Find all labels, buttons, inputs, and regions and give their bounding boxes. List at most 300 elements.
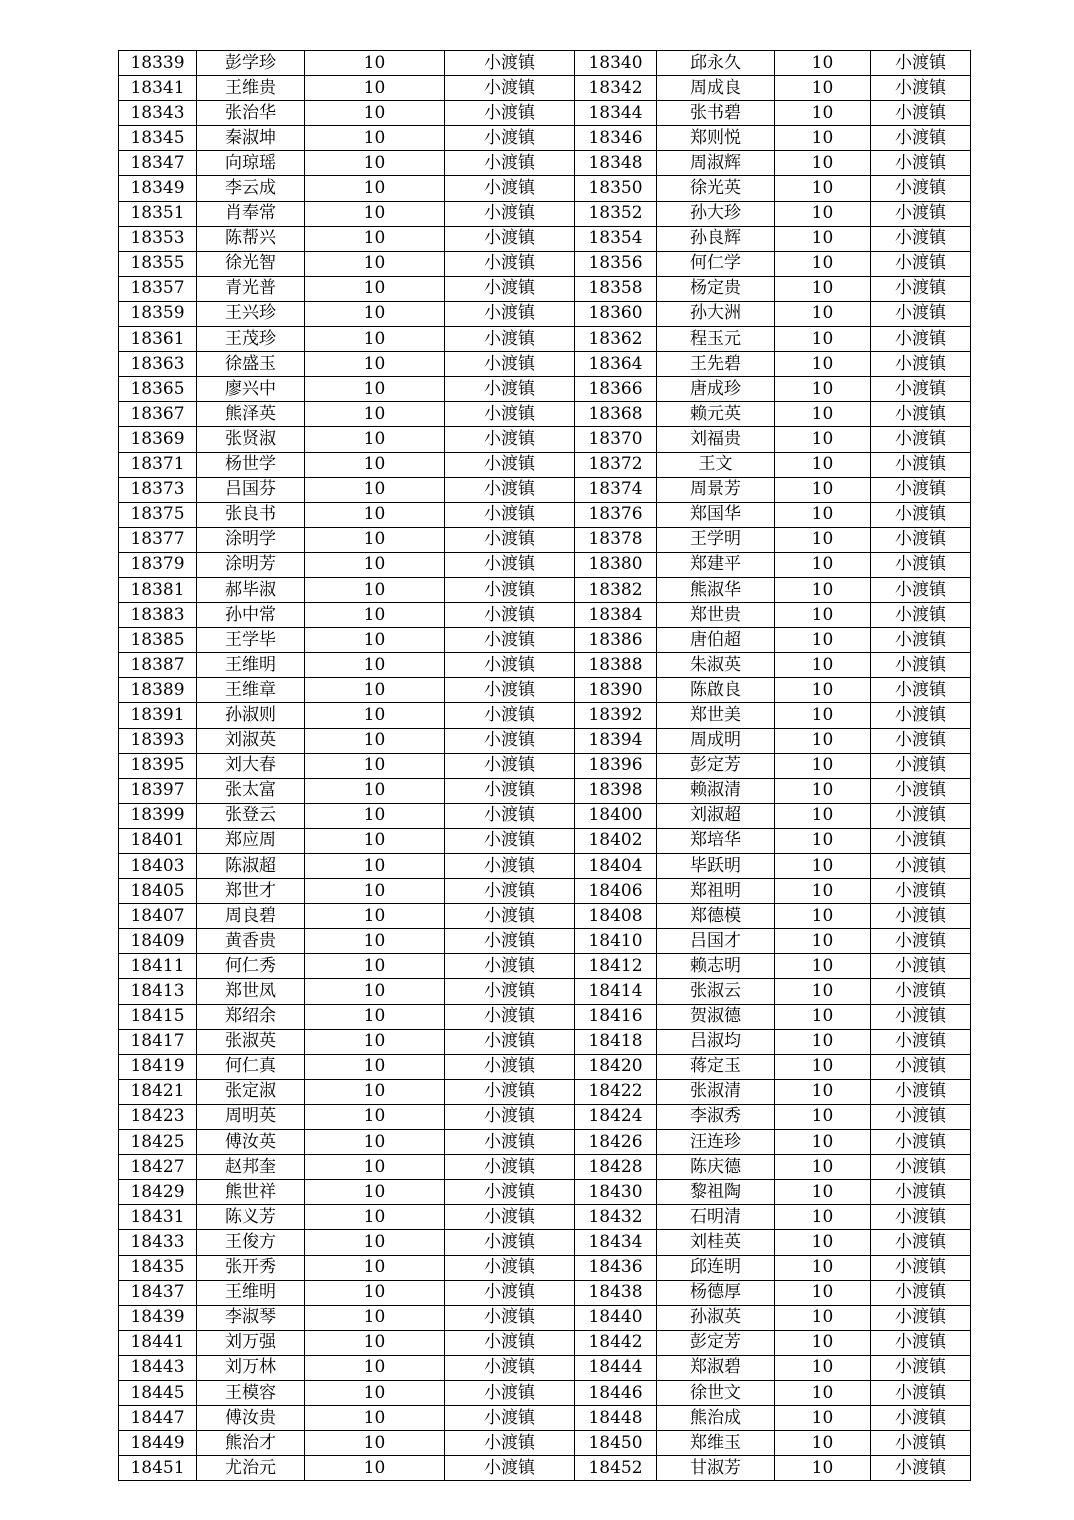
amount-cell: 10 — [305, 427, 445, 452]
town-cell: 小渡镇 — [871, 828, 971, 853]
record-number-cell: 18351 — [119, 201, 197, 226]
person-name-cell: 赖元英 — [657, 402, 775, 427]
amount-cell: 10 — [775, 803, 871, 828]
person-name-cell: 黎祖陶 — [657, 1180, 775, 1205]
town-cell: 小渡镇 — [445, 1431, 575, 1456]
person-name-cell: 彭学珍 — [197, 51, 305, 76]
amount-cell: 10 — [305, 603, 445, 628]
town-cell: 小渡镇 — [445, 1456, 575, 1481]
record-number-cell: 18418 — [575, 1029, 657, 1054]
record-number-cell: 18406 — [575, 879, 657, 904]
person-name-cell: 蒋定玉 — [657, 1054, 775, 1079]
record-number-cell: 18379 — [119, 552, 197, 577]
town-cell: 小渡镇 — [871, 1205, 971, 1230]
table-row — [119, 1456, 971, 1481]
person-name-cell: 肖奉常 — [197, 201, 305, 226]
person-name-cell: 陈啟良 — [657, 678, 775, 703]
record-number-cell: 18349 — [119, 176, 197, 201]
town-cell: 小渡镇 — [445, 527, 575, 552]
table-row — [119, 1155, 971, 1180]
town-cell: 小渡镇 — [445, 1355, 575, 1380]
town-cell: 小渡镇 — [871, 653, 971, 678]
amount-cell: 10 — [775, 76, 871, 101]
table-row — [119, 1230, 971, 1255]
table-row — [119, 1029, 971, 1054]
amount-cell: 10 — [305, 1230, 445, 1255]
amount-cell: 10 — [305, 1380, 445, 1405]
amount-cell: 10 — [775, 1130, 871, 1155]
table-row — [119, 1130, 971, 1155]
amount-cell: 10 — [305, 502, 445, 527]
town-cell: 小渡镇 — [871, 1130, 971, 1155]
amount-cell: 10 — [775, 352, 871, 377]
person-name-cell: 张贤淑 — [197, 427, 305, 452]
person-name-cell: 张淑清 — [657, 1079, 775, 1104]
record-number-cell: 18425 — [119, 1130, 197, 1155]
person-name-cell: 毕跃明 — [657, 854, 775, 879]
town-cell: 小渡镇 — [445, 803, 575, 828]
amount-cell: 10 — [305, 1029, 445, 1054]
record-number-cell: 18429 — [119, 1180, 197, 1205]
person-name-cell: 徐世文 — [657, 1380, 775, 1405]
amount-cell: 10 — [775, 653, 871, 678]
table-row — [119, 377, 971, 402]
town-cell: 小渡镇 — [445, 1104, 575, 1129]
record-number-cell: 18371 — [119, 452, 197, 477]
amount-cell: 10 — [775, 1004, 871, 1029]
person-name-cell: 熊泽英 — [197, 402, 305, 427]
roster-table — [118, 50, 971, 1481]
record-number-cell: 18353 — [119, 226, 197, 251]
town-cell: 小渡镇 — [871, 552, 971, 577]
person-name-cell: 张开秀 — [197, 1255, 305, 1280]
amount-cell: 10 — [305, 301, 445, 326]
record-number-cell: 18352 — [575, 201, 657, 226]
record-number-cell: 18354 — [575, 226, 657, 251]
amount-cell: 10 — [775, 577, 871, 602]
record-number-cell: 18383 — [119, 603, 197, 628]
table-row — [119, 352, 971, 377]
record-number-cell: 18380 — [575, 552, 657, 577]
amount-cell: 10 — [775, 1029, 871, 1054]
person-name-cell: 邱连明 — [657, 1255, 775, 1280]
town-cell: 小渡镇 — [445, 226, 575, 251]
amount-cell: 10 — [305, 76, 445, 101]
record-number-cell: 18407 — [119, 904, 197, 929]
town-cell: 小渡镇 — [445, 126, 575, 151]
person-name-cell: 王维章 — [197, 678, 305, 703]
amount-cell: 10 — [775, 251, 871, 276]
amount-cell: 10 — [305, 728, 445, 753]
amount-cell: 10 — [305, 352, 445, 377]
person-name-cell: 青光普 — [197, 276, 305, 301]
record-number-cell: 18364 — [575, 352, 657, 377]
record-number-cell: 18393 — [119, 728, 197, 753]
record-number-cell: 18452 — [575, 1456, 657, 1481]
amount-cell: 10 — [305, 126, 445, 151]
person-name-cell: 何仁真 — [197, 1054, 305, 1079]
person-name-cell: 张良书 — [197, 502, 305, 527]
person-name-cell: 黄香贵 — [197, 929, 305, 954]
person-name-cell: 唐伯超 — [657, 628, 775, 653]
table-row — [119, 402, 971, 427]
record-number-cell: 18378 — [575, 527, 657, 552]
person-name-cell: 熊世祥 — [197, 1180, 305, 1205]
town-cell: 小渡镇 — [871, 954, 971, 979]
amount-cell: 10 — [305, 1155, 445, 1180]
record-number-cell: 18391 — [119, 703, 197, 728]
record-number-cell: 18419 — [119, 1054, 197, 1079]
record-number-cell: 18397 — [119, 778, 197, 803]
record-number-cell: 18359 — [119, 301, 197, 326]
amount-cell: 10 — [305, 1330, 445, 1355]
person-name-cell: 郑世美 — [657, 703, 775, 728]
amount-cell: 10 — [305, 1054, 445, 1079]
person-name-cell: 周良碧 — [197, 904, 305, 929]
person-name-cell: 王维明 — [197, 1280, 305, 1305]
person-name-cell: 秦淑坤 — [197, 126, 305, 151]
amount-cell: 10 — [305, 402, 445, 427]
person-name-cell: 何仁学 — [657, 251, 775, 276]
record-number-cell: 18420 — [575, 1054, 657, 1079]
amount-cell: 10 — [305, 653, 445, 678]
town-cell: 小渡镇 — [445, 477, 575, 502]
person-name-cell: 张书碧 — [657, 101, 775, 126]
town-cell: 小渡镇 — [445, 51, 575, 76]
town-cell: 小渡镇 — [445, 828, 575, 853]
table-row — [119, 452, 971, 477]
person-name-cell: 杨定贵 — [657, 276, 775, 301]
amount-cell: 10 — [775, 176, 871, 201]
amount-cell: 10 — [775, 377, 871, 402]
record-number-cell: 18405 — [119, 879, 197, 904]
table-row — [119, 628, 971, 653]
record-number-cell: 18412 — [575, 954, 657, 979]
record-number-cell: 18372 — [575, 452, 657, 477]
person-name-cell: 李淑秀 — [657, 1104, 775, 1129]
amount-cell: 10 — [775, 1431, 871, 1456]
record-number-cell: 18433 — [119, 1230, 197, 1255]
town-cell: 小渡镇 — [871, 1406, 971, 1431]
town-cell: 小渡镇 — [445, 577, 575, 602]
town-cell: 小渡镇 — [871, 151, 971, 176]
town-cell: 小渡镇 — [445, 954, 575, 979]
table-row — [119, 1406, 971, 1431]
amount-cell: 10 — [775, 1330, 871, 1355]
amount-cell: 10 — [775, 1155, 871, 1180]
amount-cell: 10 — [305, 226, 445, 251]
person-name-cell: 孙大珍 — [657, 201, 775, 226]
town-cell: 小渡镇 — [871, 301, 971, 326]
record-number-cell: 18345 — [119, 126, 197, 151]
amount-cell: 10 — [305, 552, 445, 577]
record-number-cell: 18400 — [575, 803, 657, 828]
town-cell: 小渡镇 — [871, 76, 971, 101]
record-number-cell: 18363 — [119, 352, 197, 377]
town-cell: 小渡镇 — [871, 101, 971, 126]
record-number-cell: 18444 — [575, 1355, 657, 1380]
record-number-cell: 18343 — [119, 101, 197, 126]
person-name-cell: 郑淑碧 — [657, 1355, 775, 1380]
town-cell: 小渡镇 — [871, 226, 971, 251]
person-name-cell: 孙淑则 — [197, 703, 305, 728]
person-name-cell: 彭定芳 — [657, 753, 775, 778]
record-number-cell: 18357 — [119, 276, 197, 301]
record-number-cell: 18410 — [575, 929, 657, 954]
amount-cell: 10 — [305, 452, 445, 477]
town-cell: 小渡镇 — [871, 251, 971, 276]
town-cell: 小渡镇 — [871, 1280, 971, 1305]
table-row — [119, 1079, 971, 1104]
person-name-cell: 周景芳 — [657, 477, 775, 502]
amount-cell: 10 — [305, 276, 445, 301]
amount-cell: 10 — [775, 151, 871, 176]
amount-cell: 10 — [305, 151, 445, 176]
amount-cell: 10 — [305, 51, 445, 76]
amount-cell: 10 — [775, 954, 871, 979]
town-cell: 小渡镇 — [445, 1205, 575, 1230]
amount-cell: 10 — [305, 1079, 445, 1104]
record-number-cell: 18401 — [119, 828, 197, 853]
town-cell: 小渡镇 — [871, 1330, 971, 1355]
person-name-cell: 彭定芳 — [657, 1330, 775, 1355]
record-number-cell: 18417 — [119, 1029, 197, 1054]
amount-cell: 10 — [775, 1205, 871, 1230]
town-cell: 小渡镇 — [871, 502, 971, 527]
town-cell: 小渡镇 — [871, 352, 971, 377]
amount-cell: 10 — [305, 803, 445, 828]
town-cell: 小渡镇 — [871, 577, 971, 602]
record-number-cell: 18435 — [119, 1255, 197, 1280]
record-number-cell: 18362 — [575, 327, 657, 352]
amount-cell: 10 — [305, 527, 445, 552]
person-name-cell: 王俊方 — [197, 1230, 305, 1255]
table-row — [119, 854, 971, 879]
table-row — [119, 979, 971, 1004]
amount-cell: 10 — [305, 477, 445, 502]
table-row — [119, 1004, 971, 1029]
town-cell: 小渡镇 — [445, 678, 575, 703]
town-cell: 小渡镇 — [445, 1130, 575, 1155]
person-name-cell: 尤治元 — [197, 1456, 305, 1481]
amount-cell: 10 — [305, 904, 445, 929]
record-number-cell: 18344 — [575, 101, 657, 126]
amount-cell: 10 — [775, 477, 871, 502]
amount-cell: 10 — [775, 301, 871, 326]
record-number-cell: 18439 — [119, 1305, 197, 1330]
person-name-cell: 涂明学 — [197, 527, 305, 552]
amount-cell: 10 — [775, 502, 871, 527]
person-name-cell: 郑世贵 — [657, 603, 775, 628]
record-number-cell: 18346 — [575, 126, 657, 151]
person-name-cell: 熊淑华 — [657, 577, 775, 602]
record-number-cell: 18384 — [575, 603, 657, 628]
table-row — [119, 803, 971, 828]
record-number-cell: 18437 — [119, 1280, 197, 1305]
person-name-cell: 刘万强 — [197, 1330, 305, 1355]
record-number-cell: 18426 — [575, 1130, 657, 1155]
record-number-cell: 18373 — [119, 477, 197, 502]
record-number-cell: 18424 — [575, 1104, 657, 1129]
amount-cell: 10 — [775, 703, 871, 728]
amount-cell: 10 — [775, 1255, 871, 1280]
town-cell: 小渡镇 — [445, 101, 575, 126]
person-name-cell: 周明英 — [197, 1104, 305, 1129]
amount-cell: 10 — [305, 828, 445, 853]
town-cell: 小渡镇 — [871, 51, 971, 76]
town-cell: 小渡镇 — [871, 628, 971, 653]
person-name-cell: 孙中常 — [197, 603, 305, 628]
amount-cell: 10 — [775, 101, 871, 126]
table-row — [119, 502, 971, 527]
town-cell: 小渡镇 — [445, 1029, 575, 1054]
town-cell: 小渡镇 — [445, 76, 575, 101]
amount-cell: 10 — [775, 1230, 871, 1255]
record-number-cell: 18366 — [575, 377, 657, 402]
amount-cell: 10 — [775, 402, 871, 427]
table-row — [119, 904, 971, 929]
person-name-cell: 吕淑均 — [657, 1029, 775, 1054]
person-name-cell: 徐盛玉 — [197, 352, 305, 377]
amount-cell: 10 — [775, 452, 871, 477]
town-cell: 小渡镇 — [871, 1305, 971, 1330]
record-number-cell: 18376 — [575, 502, 657, 527]
town-cell: 小渡镇 — [871, 979, 971, 1004]
table-row — [119, 1305, 971, 1330]
amount-cell: 10 — [775, 879, 871, 904]
town-cell: 小渡镇 — [871, 201, 971, 226]
amount-cell: 10 — [775, 828, 871, 853]
person-name-cell: 吕国才 — [657, 929, 775, 954]
town-cell: 小渡镇 — [871, 854, 971, 879]
person-name-cell: 徐光智 — [197, 251, 305, 276]
person-name-cell: 刘大春 — [197, 753, 305, 778]
person-name-cell: 王学毕 — [197, 628, 305, 653]
amount-cell: 10 — [775, 527, 871, 552]
person-name-cell: 张淑云 — [657, 979, 775, 1004]
town-cell: 小渡镇 — [445, 151, 575, 176]
record-number-cell: 18361 — [119, 327, 197, 352]
town-cell: 小渡镇 — [871, 803, 971, 828]
record-number-cell: 18438 — [575, 1280, 657, 1305]
town-cell: 小渡镇 — [445, 1004, 575, 1029]
amount-cell: 10 — [305, 979, 445, 1004]
table-row — [119, 1431, 971, 1456]
town-cell: 小渡镇 — [871, 678, 971, 703]
record-number-cell: 18446 — [575, 1380, 657, 1405]
amount-cell: 10 — [775, 1305, 871, 1330]
table-row — [119, 527, 971, 552]
table-row — [119, 954, 971, 979]
town-cell: 小渡镇 — [445, 1305, 575, 1330]
record-number-cell: 18398 — [575, 778, 657, 803]
record-number-cell: 18408 — [575, 904, 657, 929]
person-name-cell: 甘淑芳 — [657, 1456, 775, 1481]
amount-cell: 10 — [305, 1255, 445, 1280]
town-cell: 小渡镇 — [871, 879, 971, 904]
town-cell: 小渡镇 — [445, 1380, 575, 1405]
town-cell: 小渡镇 — [871, 1079, 971, 1104]
amount-cell: 10 — [305, 101, 445, 126]
record-number-cell: 18414 — [575, 979, 657, 1004]
record-number-cell: 18403 — [119, 854, 197, 879]
amount-cell: 10 — [775, 427, 871, 452]
town-cell: 小渡镇 — [445, 327, 575, 352]
town-cell: 小渡镇 — [871, 703, 971, 728]
person-name-cell: 王模容 — [197, 1380, 305, 1405]
town-cell: 小渡镇 — [445, 703, 575, 728]
amount-cell: 10 — [775, 778, 871, 803]
amount-cell: 10 — [305, 854, 445, 879]
amount-cell: 10 — [305, 1004, 445, 1029]
person-name-cell: 王茂珍 — [197, 327, 305, 352]
table-row — [119, 51, 971, 76]
town-cell: 小渡镇 — [871, 603, 971, 628]
town-cell: 小渡镇 — [871, 929, 971, 954]
record-number-cell: 18395 — [119, 753, 197, 778]
record-number-cell: 18399 — [119, 803, 197, 828]
record-number-cell: 18432 — [575, 1205, 657, 1230]
town-cell: 小渡镇 — [871, 1029, 971, 1054]
table-row — [119, 577, 971, 602]
person-name-cell: 周淑辉 — [657, 151, 775, 176]
record-number-cell: 18442 — [575, 1330, 657, 1355]
person-name-cell: 王学明 — [657, 527, 775, 552]
amount-cell: 10 — [775, 276, 871, 301]
record-number-cell: 18430 — [575, 1180, 657, 1205]
town-cell: 小渡镇 — [871, 728, 971, 753]
table-row — [119, 151, 971, 176]
amount-cell: 10 — [775, 1406, 871, 1431]
person-name-cell: 傅汝贵 — [197, 1406, 305, 1431]
amount-cell: 10 — [305, 954, 445, 979]
town-cell: 小渡镇 — [445, 979, 575, 1004]
amount-cell: 10 — [305, 1355, 445, 1380]
table-row — [119, 653, 971, 678]
amount-cell: 10 — [305, 703, 445, 728]
record-number-cell: 18386 — [575, 628, 657, 653]
person-name-cell: 张定淑 — [197, 1079, 305, 1104]
amount-cell: 10 — [305, 1205, 445, 1230]
town-cell: 小渡镇 — [871, 477, 971, 502]
person-name-cell: 孙良辉 — [657, 226, 775, 251]
town-cell: 小渡镇 — [871, 904, 971, 929]
amount-cell: 10 — [305, 577, 445, 602]
person-name-cell: 杨世学 — [197, 452, 305, 477]
record-number-cell: 18396 — [575, 753, 657, 778]
town-cell: 小渡镇 — [445, 879, 575, 904]
person-name-cell: 刘福贵 — [657, 427, 775, 452]
person-name-cell: 赵邦奎 — [197, 1155, 305, 1180]
amount-cell: 10 — [305, 1406, 445, 1431]
amount-cell: 10 — [775, 1054, 871, 1079]
record-number-cell: 18388 — [575, 653, 657, 678]
record-number-cell: 18427 — [119, 1155, 197, 1180]
person-name-cell: 赖志明 — [657, 954, 775, 979]
person-name-cell: 郑世才 — [197, 879, 305, 904]
table-row — [119, 1280, 971, 1305]
record-number-cell: 18434 — [575, 1230, 657, 1255]
town-cell: 小渡镇 — [871, 1230, 971, 1255]
town-cell: 小渡镇 — [871, 1355, 971, 1380]
record-number-cell: 18342 — [575, 76, 657, 101]
person-name-cell: 郑建平 — [657, 552, 775, 577]
town-cell: 小渡镇 — [871, 778, 971, 803]
town-cell: 小渡镇 — [871, 1255, 971, 1280]
person-name-cell: 郝毕淑 — [197, 577, 305, 602]
table-row — [119, 1054, 971, 1079]
record-number-cell: 18447 — [119, 1406, 197, 1431]
